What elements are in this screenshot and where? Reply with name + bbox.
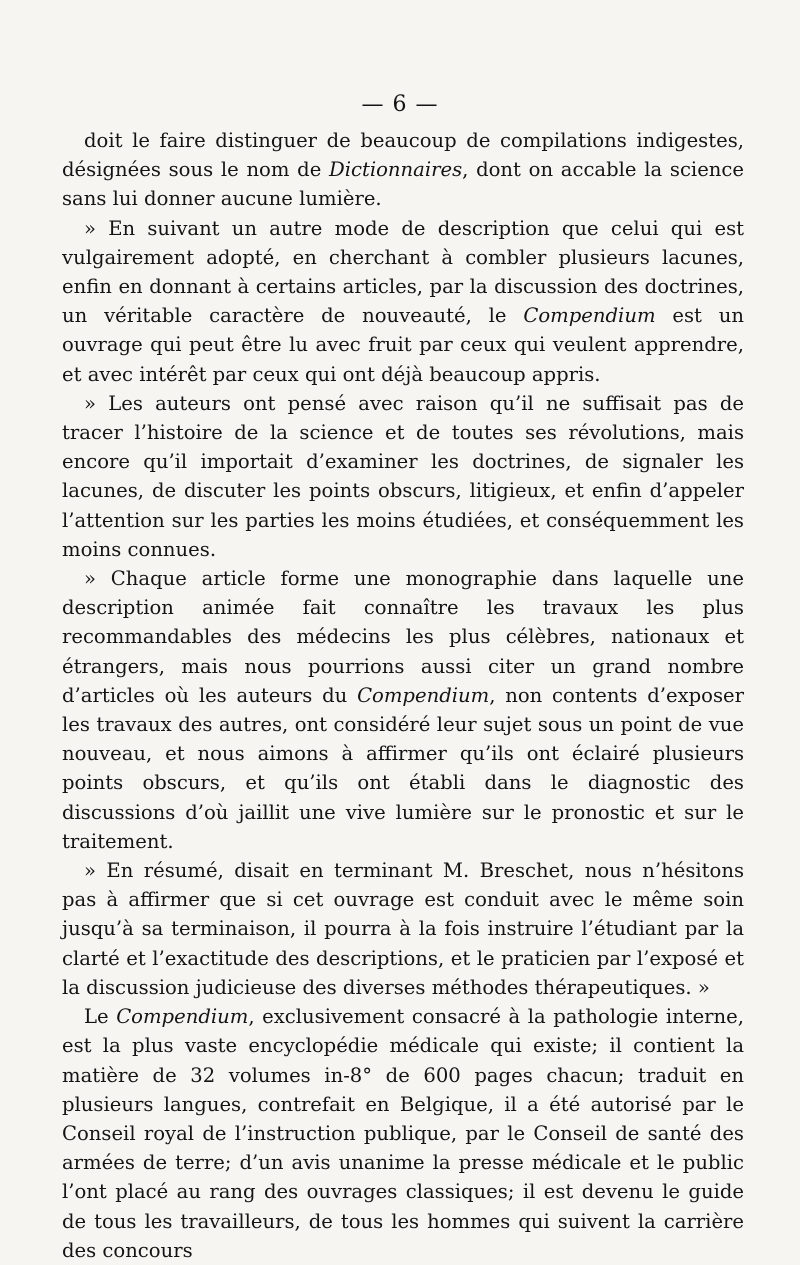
page-number: — 6 — — [361, 92, 439, 117]
italic-title: Compendium — [523, 304, 656, 328]
paragraph-4: » Chaque article forme une monographie dans laquelle une description animée fait connaître les travaux les plus recommandables des médecins les plus célèbres, nationaux et étrangers, mais nous pourrions aussi citer un grand nombre d’articles où les auteurs du Compendium, non contents d’exposer les travaux des autres, ont considéré leur sujet sous un point de vue nouveau, et nous aimons à affirmer qu’ils ont éclairé plusieurs points obscurs, et qu’ils ont établi dans le diagnostic des discussions d’où jaillit une vive lumière sur le pronostic et sur le traitement. — [62, 567, 744, 853]
italic-title: Compendium — [357, 683, 490, 707]
paragraph-1: doit le faire distinguer de beaucoup de compilations indigestes, désignées sous le nom de Dictionnaires, dont on accable la science sans lui donner aucune lumière. — [62, 129, 744, 211]
italic-title: Dictionnaires — [329, 158, 463, 182]
paragraph-2: » En suivant un autre mode de description que celui qui est vulgairement adopté, en cherchant à combler plusieurs lacunes, enfin en donnant à certains articles, par la discussion des doctrines, un véritable caractère de nouveauté, le Compendium est un ouvrage qui peut être lu avec fruit par ceux qui veulent apprendre, et avec intérêt par ceux qui ont déjà beaucoup appris. — [62, 216, 744, 386]
italic-title: Compendium — [116, 1005, 249, 1029]
body-text — [62, 126, 744, 1265]
paragraph-3: » Les auteurs ont pensé avec raison qu’il ne suffisait pas de tracer l’histoire de la science et de toutes ses révolutions, mais encore qu’il importait d’examiner les doctrines, de signaler les lacunes, de discuter les points obscurs, litigieux, et enfin d’appeler l’attention sur les parties les moins étudiées, et conséquemment les moins connues. — [62, 391, 744, 561]
paragraph-6: Le Compendium, exclusivement consacré à la pathologie interne, est la plus vaste encyclopédie médicale qui existe; il contient la matière de 32 volumes in-8° de 600 pages chacun; traduit en plusieurs langues, contrefait en Belgique, il a été autorisé par le Conseil royal de l’instruction publique, par le Conseil de santé des armées de terre; d’un avis unanime la presse médicale et le public l’ont placé au rang des ouvrages classiques; il est devenu le guide de tous les travailleurs, de tous les hommes qui suivent la carrière des concours — [62, 1005, 744, 1262]
paragraph-5: » En résumé, disait en terminant M. Breschet, nous n’hésitons pas à affirmer que si cet ouvrage est conduit avec le même soin jusqu’à sa terminaison, il pourra à la fois instruire l’étudiant par la clarté et l’exactitude des descriptions, et le praticien par l’exposé et la discussion judicieuse des diverses méthodes thérapeutiques. » — [62, 859, 744, 999]
